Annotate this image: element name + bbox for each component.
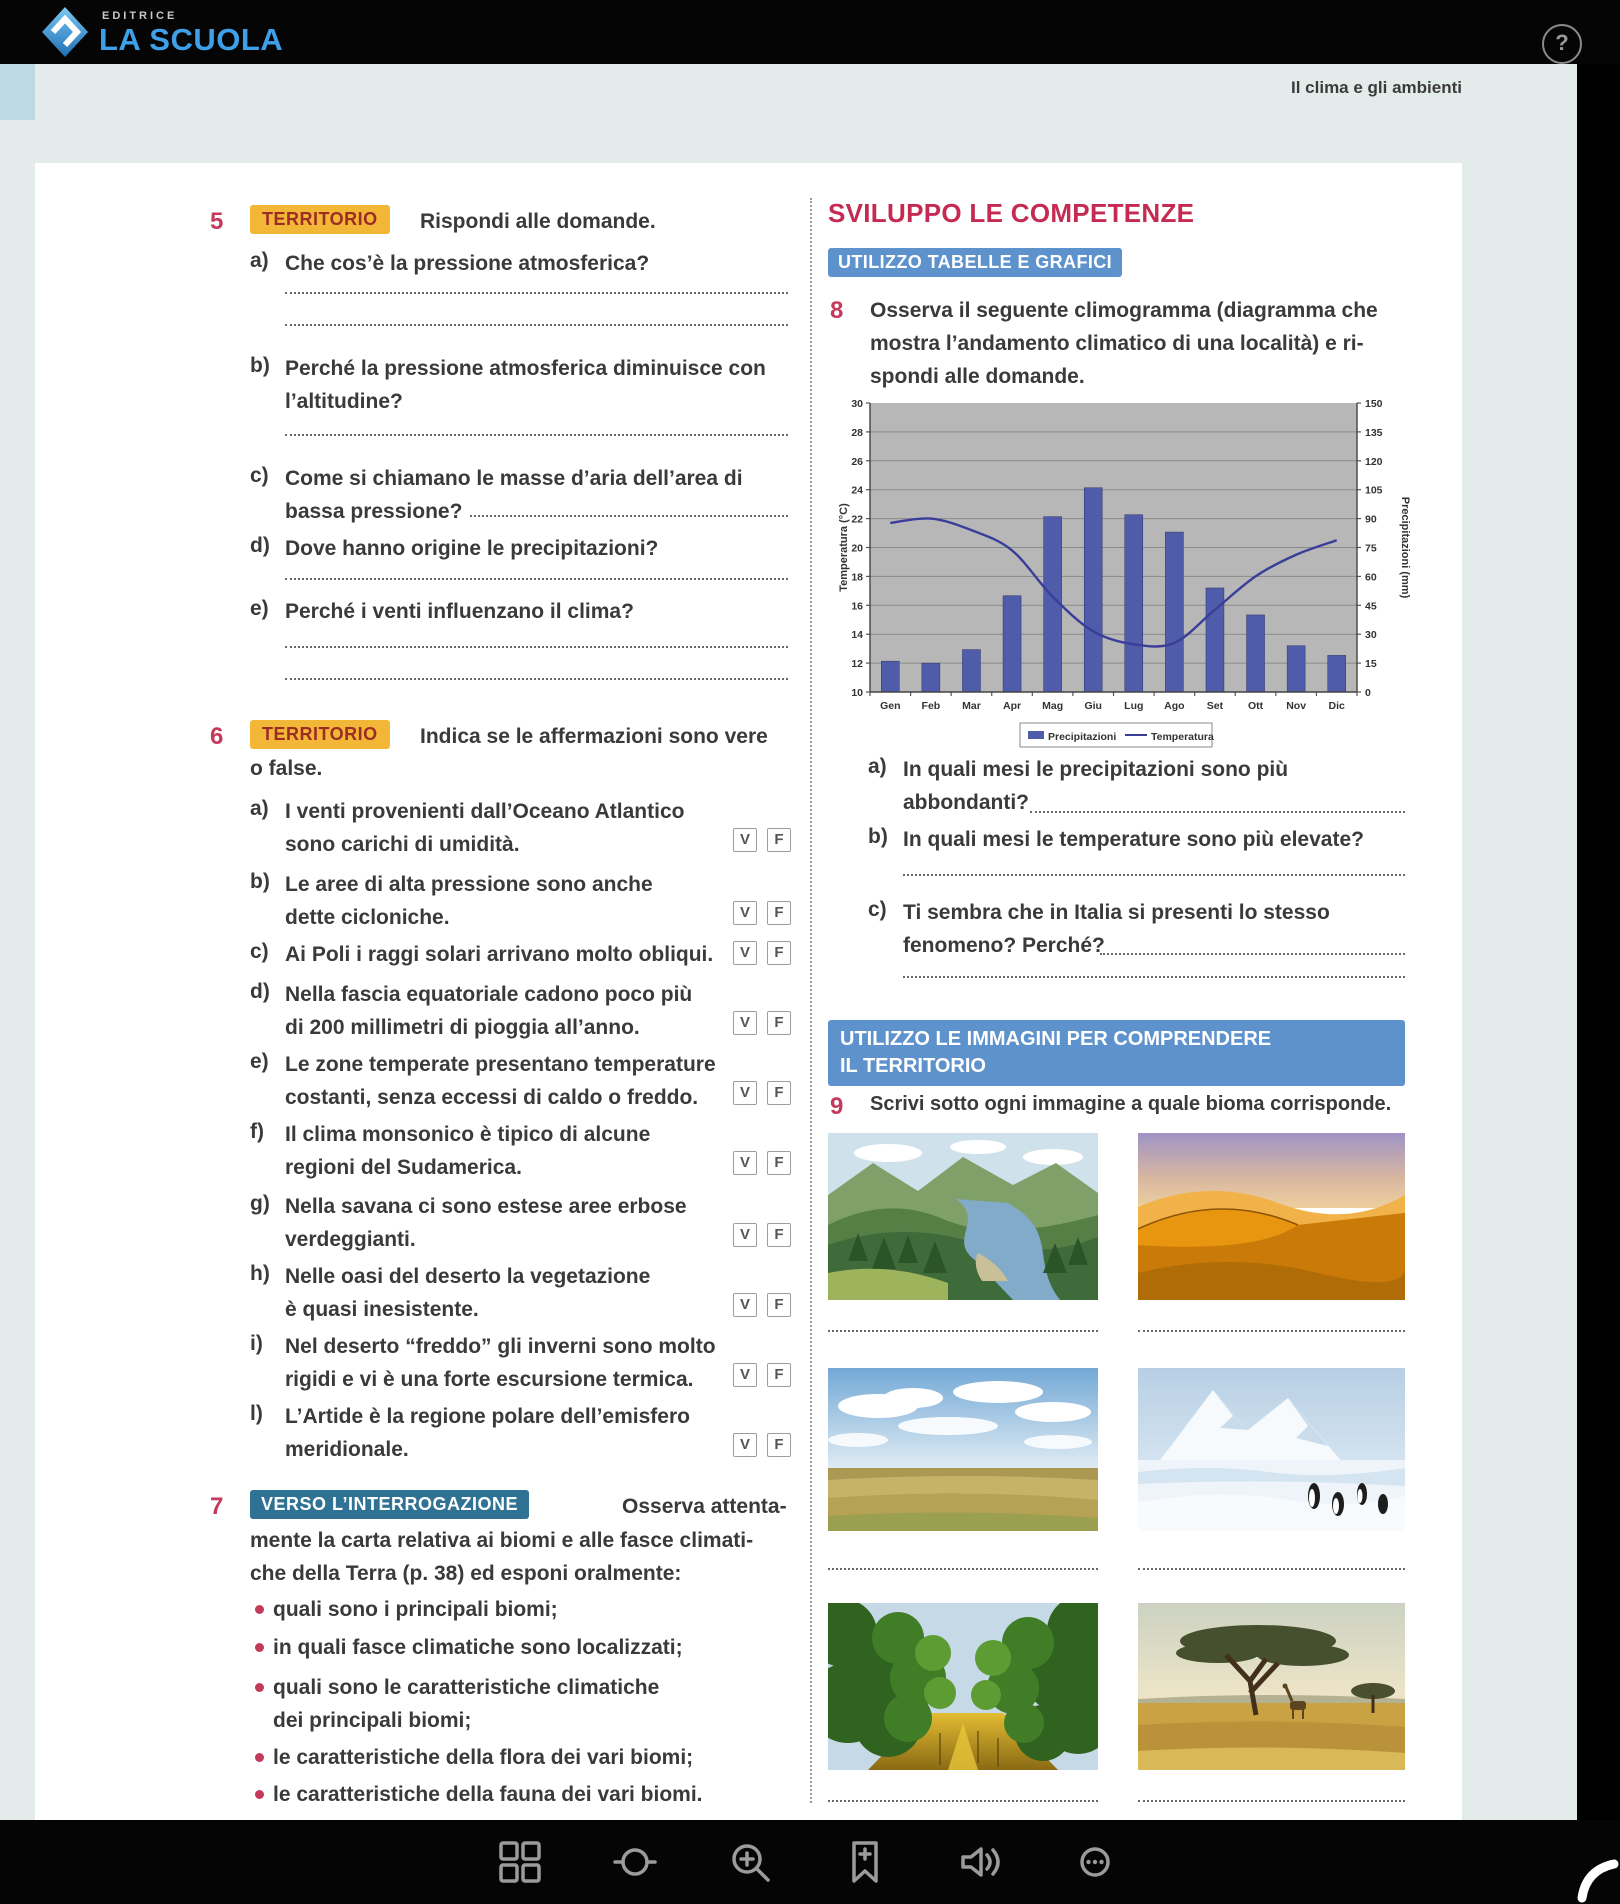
- bullet-text: quali sono i principali biomi;: [273, 1598, 558, 1621]
- column-divider: [810, 198, 812, 1803]
- territorio-badge: TERRITORIO: [250, 720, 390, 749]
- svg-text:Dic: Dic: [1328, 700, 1345, 712]
- checkbox-false: F: [767, 828, 791, 852]
- biome-image-tropical-rainforest: [828, 1603, 1098, 1770]
- bullet-text: quali sono le caratteristiche climatiche dei principali biomi;: [273, 1676, 660, 1732]
- question-letter: b): [868, 825, 888, 848]
- svg-text:Feb: Feb: [921, 700, 941, 712]
- section-title: SVILUPPO LE COMPETENZE: [828, 198, 1195, 228]
- item-letter: l): [250, 1402, 263, 1425]
- zoom-in-icon[interactable]: [727, 1839, 773, 1885]
- brand-editrice: EDITRICE: [102, 10, 178, 22]
- item-text: Come si chiamano le masse d’aria dell’area di bassa pressione?: [285, 467, 743, 523]
- svg-text:Gen: Gen: [880, 700, 901, 712]
- svg-text:Temperatura (°C): Temperatura (°C): [838, 503, 850, 592]
- item-letter: b): [250, 354, 270, 377]
- item-letter: d): [250, 534, 270, 557]
- checkbox-false: F: [767, 1363, 791, 1387]
- exercise-5-number: 5: [210, 208, 224, 235]
- answer-line: [285, 292, 788, 294]
- biome-image-desert-dunes: [1138, 1133, 1405, 1300]
- svg-text:Precipitazioni: Precipitazioni: [1048, 731, 1117, 743]
- bullet-text: in quali fasce climatiche sono localizzati;: [273, 1636, 683, 1659]
- biome-image-forest-river: [828, 1133, 1098, 1300]
- checkbox-false: F: [767, 1433, 791, 1457]
- checkbox-true: V: [733, 1363, 757, 1387]
- exercise-8-intro: Osserva il seguente climogramma (diagramma che mostra l’andamento climatico di una località) e ri- spondi alle domande.: [870, 299, 1378, 388]
- item-letter: h): [250, 1262, 270, 1285]
- item-text: Il clima monsonico è tipico di alcune regioni del Sudamerica.: [285, 1123, 651, 1179]
- bullet-icon: [255, 1643, 264, 1652]
- svg-text:26: 26: [851, 455, 863, 468]
- item-letter: i): [250, 1332, 263, 1355]
- publisher-logo-icon: [38, 5, 92, 59]
- svg-text:90: 90: [1365, 513, 1377, 526]
- item-letter: e): [250, 597, 269, 620]
- item-letter: c): [250, 464, 269, 487]
- answer-line: [1100, 953, 1405, 955]
- exercise-5-intro: Rispondi alle domande.: [420, 210, 656, 233]
- exercise-6-intro: Indica se le affermazioni sono vere: [420, 725, 768, 748]
- svg-text:12: 12: [851, 658, 863, 671]
- bullet-icon: [255, 1683, 264, 1692]
- checkbox-true: V: [733, 901, 757, 925]
- svg-text:Set: Set: [1206, 700, 1224, 712]
- question-text: In quali mesi le temperature sono più elevate?: [903, 828, 1364, 851]
- item-letter: g): [250, 1192, 270, 1215]
- svg-text:Ago: Ago: [1164, 700, 1185, 712]
- item-text: Nella savana ci sono estese aree erbose verdeggianti.: [285, 1195, 687, 1251]
- svg-text:10: 10: [851, 687, 863, 699]
- read-aloud-audio-icon[interactable]: [957, 1839, 1003, 1885]
- answer-line: [903, 976, 1405, 978]
- bullet-icon: [255, 1605, 264, 1614]
- page-turn-corner[interactable]: [1572, 1854, 1620, 1904]
- thumbnails-grid-icon[interactable]: [497, 1839, 543, 1885]
- item-text: Le zone temperate presentano temperature costanti, senza eccessi di caldo o freddo.: [285, 1053, 716, 1109]
- svg-text:75: 75: [1365, 542, 1377, 555]
- item-letter: c): [250, 940, 269, 963]
- svg-text:Giu: Giu: [1084, 700, 1102, 712]
- help-icon[interactable]: ?: [1542, 24, 1582, 64]
- biome-image-savanna-acacia: [1138, 1603, 1405, 1770]
- svg-text:Nov: Nov: [1286, 700, 1307, 712]
- svg-text:Mar: Mar: [962, 700, 981, 712]
- reader-toolbar: [0, 1820, 1620, 1904]
- badge-immagini-territorio: UTILIZZO LE IMMAGINI PER COMPRENDERE IL TERRITORIO: [828, 1020, 1405, 1086]
- image-caption-line: [828, 1568, 1098, 1570]
- question-text: In quali mesi le precipitazioni sono più abbondanti?: [903, 758, 1289, 814]
- checkbox-false: F: [767, 1223, 791, 1247]
- exercise-6-intro-2: o false.: [250, 757, 323, 780]
- bullet-icon: [255, 1790, 264, 1799]
- svg-text:45: 45: [1365, 600, 1377, 613]
- svg-text:18: 18: [851, 571, 863, 584]
- item-text: Ai Poli i raggi solari arrivano molto obliqui.: [285, 943, 714, 966]
- item-letter: e): [250, 1050, 269, 1073]
- image-caption-line: [1138, 1568, 1405, 1570]
- territorio-badge: TERRITORIO: [250, 205, 390, 234]
- item-text: Perché i venti influenzano il clima?: [285, 600, 634, 623]
- checkbox-true: V: [733, 1223, 757, 1247]
- checkbox-true: V: [733, 1433, 757, 1457]
- checkbox-true: V: [733, 1011, 757, 1035]
- answer-line: [285, 678, 788, 680]
- svg-text:Ott: Ott: [1247, 700, 1264, 712]
- question-letter: a): [868, 755, 887, 778]
- checkbox-false: F: [767, 1151, 791, 1175]
- svg-text:0: 0: [1365, 687, 1371, 699]
- exercise-7-intro-2: mente la carta relativa ai biomi e alle fasce climati- che della Terra (p. 38) ed esponi oralmente:: [250, 1529, 754, 1585]
- checkbox-true: V: [733, 828, 757, 852]
- running-head: Il clima e gli ambienti: [1291, 78, 1462, 97]
- item-text: Che cos’è la pressione atmosferica?: [285, 252, 650, 275]
- svg-text:Mag: Mag: [1042, 700, 1064, 712]
- svg-text:24: 24: [851, 484, 863, 497]
- checkbox-false: F: [767, 1081, 791, 1105]
- item-letter: a): [250, 797, 269, 820]
- item-text: Dove hanno origine le precipitazioni?: [285, 537, 659, 560]
- svg-text:Lug: Lug: [1124, 700, 1144, 712]
- svg-text:135: 135: [1365, 426, 1383, 439]
- item-letter: f): [250, 1120, 264, 1143]
- checkbox-false: F: [767, 1011, 791, 1035]
- image-caption-line: [1138, 1330, 1405, 1332]
- bullet-text: le caratteristiche della fauna dei vari biomi.: [273, 1783, 703, 1806]
- answer-line: [1030, 811, 1405, 813]
- svg-text:30: 30: [1365, 629, 1377, 642]
- checkbox-true: V: [733, 941, 757, 965]
- badge-tabelle-grafici: UTILIZZO TABELLE E GRAFICI: [828, 248, 1122, 277]
- exercise-9-intro: Scrivi sotto ogni immagine a quale bioma corrisponde.: [870, 1093, 1392, 1115]
- answer-line: [285, 646, 788, 648]
- exercise-9-number: 9: [830, 1093, 844, 1120]
- svg-text:60: 60: [1365, 571, 1377, 584]
- biome-image-steppe-grassland: [828, 1368, 1098, 1531]
- item-text: Nella fascia equatoriale cadono poco più di 200 millimetri di pioggia all’anno.: [285, 983, 693, 1039]
- verso-interrogazione-badge: VERSO L’INTERROGAZIONE: [250, 1490, 529, 1519]
- svg-text:28: 28: [851, 426, 863, 439]
- answer-line: [285, 434, 788, 436]
- svg-text:20: 20: [851, 542, 863, 555]
- answer-line: [285, 578, 788, 580]
- image-caption-line: [1138, 1800, 1405, 1802]
- exercise-8-number: 8: [830, 297, 844, 324]
- checkbox-false: F: [767, 1293, 791, 1317]
- brand-la-scuola: LA SCUOLA: [99, 22, 284, 57]
- image-caption-line: [828, 1330, 1098, 1332]
- svg-text:Apr: Apr: [1002, 700, 1022, 712]
- exercise-7-number: 7: [210, 1493, 224, 1520]
- checkbox-false: F: [767, 941, 791, 965]
- item-text: Perché la pressione atmosferica diminuisce con l’altitudine?: [285, 357, 766, 413]
- focus-icon[interactable]: [612, 1839, 658, 1885]
- answer-line: [470, 515, 788, 517]
- item-letter: a): [250, 249, 269, 272]
- answer-line: [903, 874, 1405, 876]
- exercise-7-intro-1: Osserva attenta-: [622, 1495, 787, 1518]
- bullet-icon: [255, 1753, 264, 1762]
- checkbox-true: V: [733, 1081, 757, 1105]
- svg-text:105: 105: [1365, 484, 1383, 497]
- checkbox-true: V: [733, 1151, 757, 1175]
- question-text: Ti sembra che in Italia si presenti lo stesso fenomeno? Perché?: [903, 901, 1330, 957]
- add-bookmark-icon[interactable]: [842, 1839, 888, 1885]
- climogram-chart: [835, 393, 1410, 758]
- item-letter: d): [250, 980, 270, 1003]
- item-letter: b): [250, 870, 270, 893]
- svg-text:120: 120: [1365, 455, 1383, 468]
- app-header: [0, 0, 1620, 64]
- book-page: [35, 163, 1462, 1820]
- more-options-icon[interactable]: [1072, 1839, 1118, 1885]
- checkbox-true: V: [733, 1293, 757, 1317]
- item-text: Le aree di alta pressione sono anche dette cicloniche.: [285, 873, 653, 929]
- svg-text:14: 14: [851, 629, 863, 642]
- svg-text:15: 15: [1365, 658, 1377, 671]
- svg-text:150: 150: [1365, 398, 1383, 410]
- question-letter: c): [868, 898, 887, 921]
- svg-text:Precipitazioni (mm): Precipitazioni (mm): [1399, 496, 1410, 599]
- item-text: L’Artide è la regione polare dell’emisfero meridionale.: [285, 1405, 690, 1461]
- exercise-6-number: 6: [210, 723, 224, 750]
- svg-text:30: 30: [851, 398, 863, 410]
- reader-canvas: [0, 64, 1577, 1820]
- answer-line: [285, 324, 788, 326]
- item-text: Nelle oasi del deserto la vegetazione è quasi inesistente.: [285, 1265, 651, 1321]
- svg-text:16: 16: [851, 600, 863, 613]
- biome-image-polar-penguins: [1138, 1368, 1405, 1531]
- item-text: I venti provenienti dall’Oceano Atlantico sono carichi di umidità.: [285, 800, 685, 856]
- page-edge-strip: [0, 64, 35, 120]
- checkbox-false: F: [767, 901, 791, 925]
- bullet-text: le caratteristiche della flora dei vari biomi;: [273, 1746, 694, 1769]
- image-caption-line: [828, 1800, 1098, 1802]
- item-text: Nel deserto “freddo” gli inverni sono molto rigidi e vi è una forte escursione termica.: [285, 1335, 716, 1391]
- svg-text:22: 22: [851, 513, 863, 526]
- svg-text:Temperatura: Temperatura: [1151, 731, 1214, 743]
